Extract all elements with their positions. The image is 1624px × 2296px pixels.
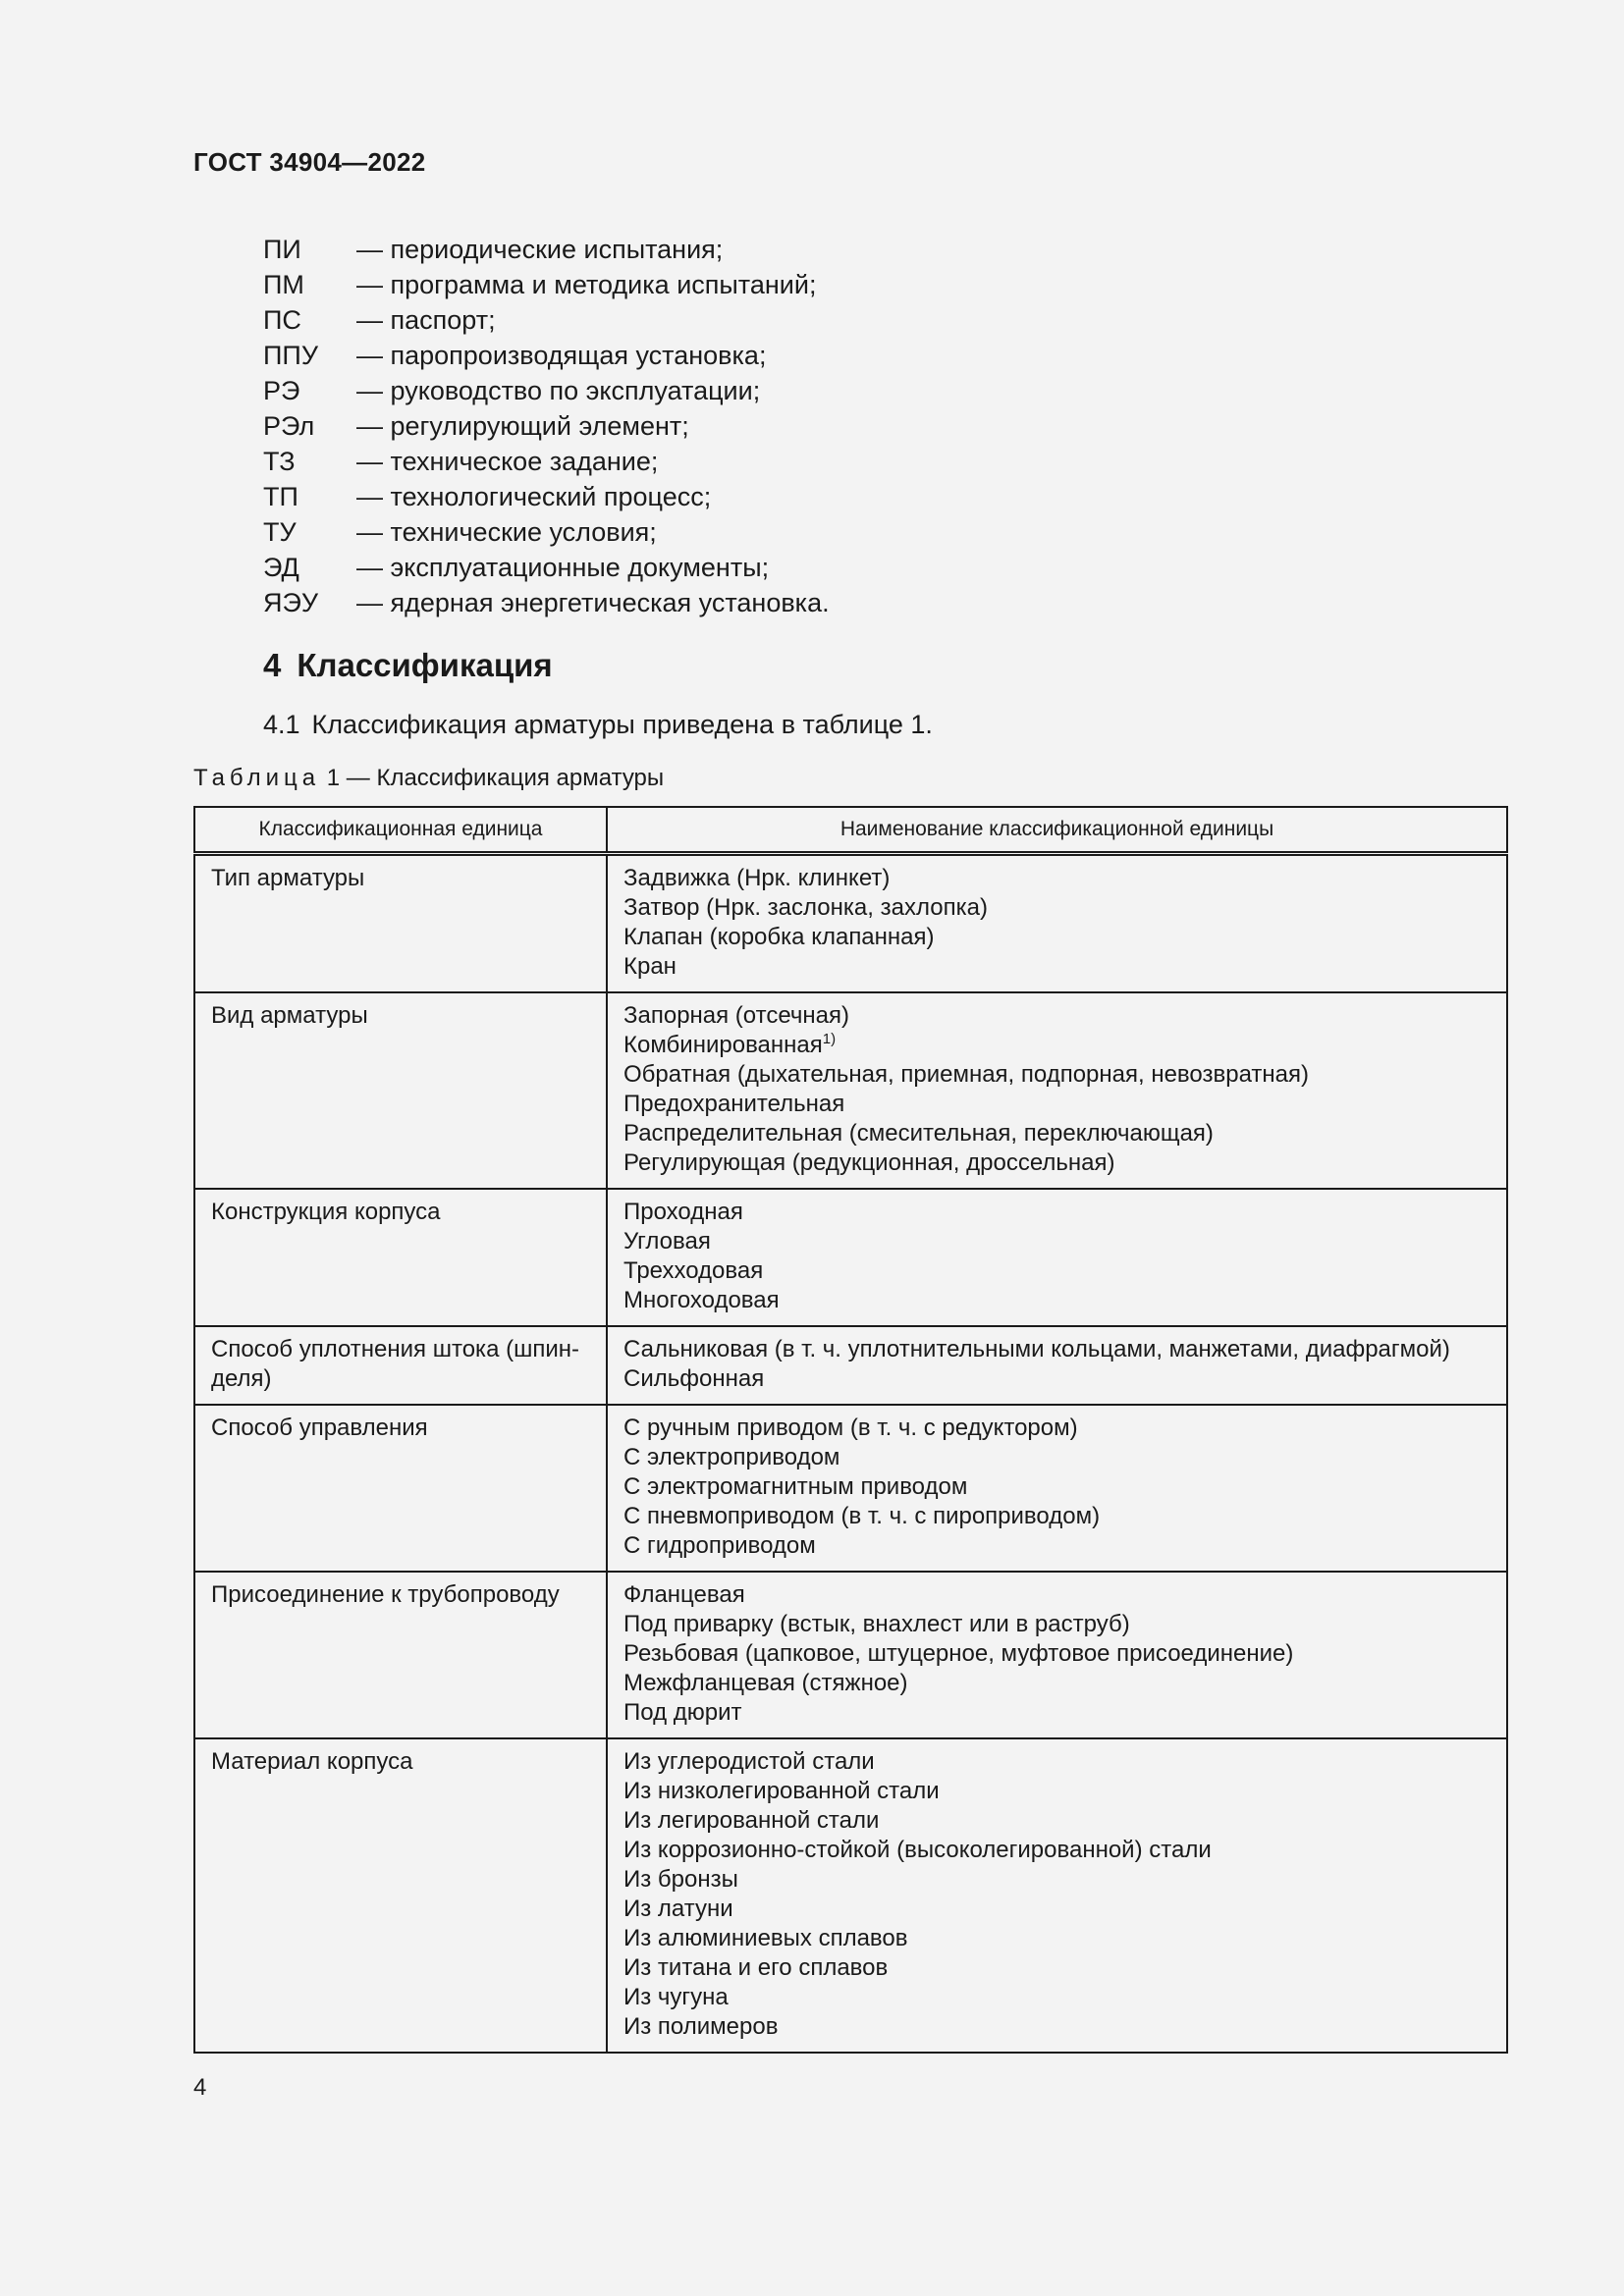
classification-name xyxy=(623,1580,1490,1610)
classification-names-cell xyxy=(607,1189,1507,1326)
classification-name xyxy=(623,1060,1490,1090)
classification-unit: Вид арматуры xyxy=(211,1002,368,1029)
classification-name xyxy=(623,1443,1490,1472)
abbreviation-code: ПС xyxy=(263,304,301,335)
table-row xyxy=(194,1738,1507,2053)
classification-unit: Способ уплотнения штока (шпин- деля) xyxy=(211,1336,579,1392)
classification-name xyxy=(623,864,1490,893)
classification-name-text: Распределительная (смесительная, переключающая) xyxy=(623,1120,1214,1147)
abbreviation-row xyxy=(263,550,830,585)
abbreviation-code: ТУ xyxy=(263,516,297,547)
section-heading: Классификация xyxy=(297,647,553,683)
abbreviation-code: РЭ xyxy=(263,375,300,405)
section-title xyxy=(263,647,553,684)
abbreviation-code: ТП xyxy=(263,481,298,511)
classification-name xyxy=(623,1227,1490,1256)
classification-name-text: Комбинированная xyxy=(623,1032,823,1058)
column-header-unit: Классификационная единица xyxy=(194,807,607,854)
classification-name-text: Предохранительная xyxy=(623,1091,845,1117)
abbreviation-definition: — технические условия; xyxy=(356,516,657,547)
table-row xyxy=(194,854,1507,993)
abbreviation-definition: — паспорт; xyxy=(356,304,496,335)
classification-name xyxy=(623,1639,1490,1669)
abbreviation-definition: — ядерная энергетическая установка. xyxy=(356,587,830,617)
classification-name xyxy=(623,1031,1490,1060)
classification-name-text: Из низколегированной стали xyxy=(623,1778,940,1804)
classification-name xyxy=(623,1924,1490,1953)
classification-name xyxy=(623,1983,1490,2012)
table-caption xyxy=(193,765,664,792)
classification-unit-cell xyxy=(194,1572,607,1738)
classification-name xyxy=(623,1865,1490,1895)
abbreviation-row xyxy=(263,232,830,267)
abbreviation-row xyxy=(263,338,830,373)
classification-unit-cell xyxy=(194,854,607,993)
abbreviation-code: ЭД xyxy=(263,552,299,582)
classification-name xyxy=(623,1777,1490,1806)
page-number: 4 xyxy=(193,2074,207,2101)
table-row xyxy=(194,1405,1507,1572)
classification-name-text: Запорная (отсечная) xyxy=(623,1002,849,1029)
classification-name-text: Затвор (Нрк. заслонка, захлопка) xyxy=(623,894,988,921)
table-row xyxy=(194,1326,1507,1405)
classification-name-text: Из углеродистой стали xyxy=(623,1748,875,1775)
classification-name-text: Клапан (коробка клапанная) xyxy=(623,924,935,950)
abbreviation-definition: — технологический процесс; xyxy=(356,481,712,511)
classification-names-cell xyxy=(607,1572,1507,1738)
abbreviation-row xyxy=(263,514,830,550)
classification-unit-cell xyxy=(194,992,607,1189)
classification-name xyxy=(623,1335,1490,1364)
classification-name xyxy=(623,1148,1490,1178)
classification-names-cell xyxy=(607,1405,1507,1572)
classification-name-text: Под дюрит xyxy=(623,1699,742,1726)
classification-name-text: Межфланцевая (стяжное) xyxy=(623,1670,908,1696)
classification-unit-cell xyxy=(194,1738,607,2053)
abbreviation-definition: — эксплуатационные документы; xyxy=(356,552,770,582)
abbreviation-row xyxy=(263,585,830,620)
abbreviation-code: РЭл xyxy=(263,410,315,441)
classification-name-text: С ручным приводом (в т. ч. с редуктором) xyxy=(623,1415,1078,1441)
classification-name-text: Из бронзы xyxy=(623,1866,738,1893)
classification-name xyxy=(623,1895,1490,1924)
abbreviation-list xyxy=(263,232,830,620)
abbreviation-row xyxy=(263,444,830,479)
table-caption-label: Таблица xyxy=(193,765,321,791)
abbreviation-definition: — периодические испытания; xyxy=(356,234,724,264)
classification-name-text: Задвижка (Нрк. клинкет) xyxy=(623,865,891,891)
classification-name xyxy=(623,1610,1490,1639)
abbreviation-row xyxy=(263,408,830,444)
classification-table xyxy=(193,806,1508,2054)
classification-name-text: С электроприводом xyxy=(623,1444,840,1470)
abbreviation-definition: — техническое задание; xyxy=(356,446,659,476)
classification-name-text: Из полимеров xyxy=(623,2013,779,2040)
classification-name xyxy=(623,1953,1490,1983)
classification-name xyxy=(623,1747,1490,1777)
classification-name-text: Из титана и его сплавов xyxy=(623,1954,889,1981)
classification-unit: Конструкция корпуса xyxy=(211,1199,441,1225)
classification-name xyxy=(623,2012,1490,2042)
classification-name xyxy=(623,1502,1490,1531)
classification-name-text: Под приварку (встык, внахлест или в раструб) xyxy=(623,1611,1130,1637)
classification-name xyxy=(623,1090,1490,1119)
classification-names-cell xyxy=(607,1326,1507,1405)
document-header: ГОСТ 34904—2022 xyxy=(193,147,426,177)
classification-name xyxy=(623,1472,1490,1502)
classification-name xyxy=(623,1256,1490,1286)
classification-unit: Способ управления xyxy=(211,1415,428,1441)
table-caption-title: 1 — Классификация арматуры xyxy=(326,765,665,791)
classification-name-text: Регулирующая (редукционная, дроссельная) xyxy=(623,1149,1115,1176)
classification-name-text: С электромагнитным приводом xyxy=(623,1473,968,1500)
classification-name-text: Из коррозионно-стойкой (высоколегированной) стали xyxy=(623,1837,1212,1863)
footnote-marker: 1) xyxy=(822,1031,837,1047)
abbreviation-definition: — паропроизводящая установка; xyxy=(356,340,767,370)
classification-name xyxy=(623,1119,1490,1148)
abbreviation-code: ПМ xyxy=(263,269,304,299)
classification-name xyxy=(623,1414,1490,1443)
classification-name-text: Многоходовая xyxy=(623,1287,780,1313)
classification-name-text: Фланцевая xyxy=(623,1581,745,1608)
classification-names-cell xyxy=(607,992,1507,1189)
table-row xyxy=(194,992,1507,1189)
section-number: 4 xyxy=(263,647,282,683)
classification-name-text: С пневмоприводом (в т. ч. с пироприводом) xyxy=(623,1503,1101,1529)
paragraph-text: Классификация арматуры приведена в таблице 1. xyxy=(311,710,933,739)
abbreviation-definition: — программа и методика испытаний; xyxy=(356,269,817,299)
classification-unit: Присоединение к трубопроводу xyxy=(211,1581,560,1608)
classification-name xyxy=(623,1531,1490,1561)
classification-unit: Материал корпуса xyxy=(211,1748,413,1775)
classification-name xyxy=(623,1698,1490,1728)
abbreviation-row xyxy=(263,302,830,338)
classification-name-text: Из латуни xyxy=(623,1896,733,1922)
classification-name-text: Из легированной стали xyxy=(623,1807,880,1834)
classification-unit-cell xyxy=(194,1189,607,1326)
abbreviation-code: ПИ xyxy=(263,234,301,264)
abbreviation-row xyxy=(263,267,830,302)
classification-name xyxy=(623,1806,1490,1836)
abbreviation-code: ЯЭУ xyxy=(263,587,319,617)
classification-name xyxy=(623,893,1490,923)
table-row xyxy=(194,1189,1507,1326)
classification-name-text: Сильфонная xyxy=(623,1365,765,1392)
classification-name-text: Обратная (дыхательная, приемная, подпорная, невозвратная) xyxy=(623,1061,1309,1088)
paragraph-number: 4.1 xyxy=(263,710,300,739)
abbreviation-definition: — регулирующий элемент; xyxy=(356,410,689,441)
classification-name-text: Угловая xyxy=(623,1228,711,1255)
abbreviation-row xyxy=(263,479,830,514)
classification-name-text: Резьбовая (цапковое, штуцерное, муфтовое присоединение) xyxy=(623,1640,1294,1667)
classification-name-text: Кран xyxy=(623,953,677,980)
classification-name-text: Из алюминиевых сплавов xyxy=(623,1925,908,1951)
classification-unit-cell xyxy=(194,1405,607,1572)
classification-name-text: С гидроприводом xyxy=(623,1532,816,1559)
abbreviation-code: ТЗ xyxy=(263,446,296,476)
classification-name xyxy=(623,952,1490,982)
classification-name xyxy=(623,1836,1490,1865)
classification-name-text: Сальниковая (в т. ч. уплотнительными кольцами, манжетами, диафрагмой) xyxy=(623,1336,1450,1362)
classification-unit-cell xyxy=(194,1326,607,1405)
paragraph xyxy=(263,710,933,740)
classification-name xyxy=(623,1286,1490,1315)
classification-name xyxy=(623,1001,1490,1031)
classification-name-text: Трехходовая xyxy=(623,1257,764,1284)
classification-name xyxy=(623,1669,1490,1698)
abbreviation-definition: — руководство по эксплуатации; xyxy=(356,375,761,405)
classification-names-cell xyxy=(607,854,1507,993)
classification-name xyxy=(623,923,1490,952)
abbreviation-row xyxy=(263,373,830,408)
table-row xyxy=(194,1572,1507,1738)
table-header-row xyxy=(194,807,1507,854)
classification-name xyxy=(623,1198,1490,1227)
classification-names-cell xyxy=(607,1738,1507,2053)
classification-name xyxy=(623,1364,1490,1394)
classification-name-text: Проходная xyxy=(623,1199,743,1225)
abbreviation-code: ППУ xyxy=(263,340,318,370)
column-header-name: Наименование классификационной единицы xyxy=(607,807,1507,854)
classification-unit: Тип арматуры xyxy=(211,865,365,891)
classification-name-text: Из чугуна xyxy=(623,1984,729,2010)
